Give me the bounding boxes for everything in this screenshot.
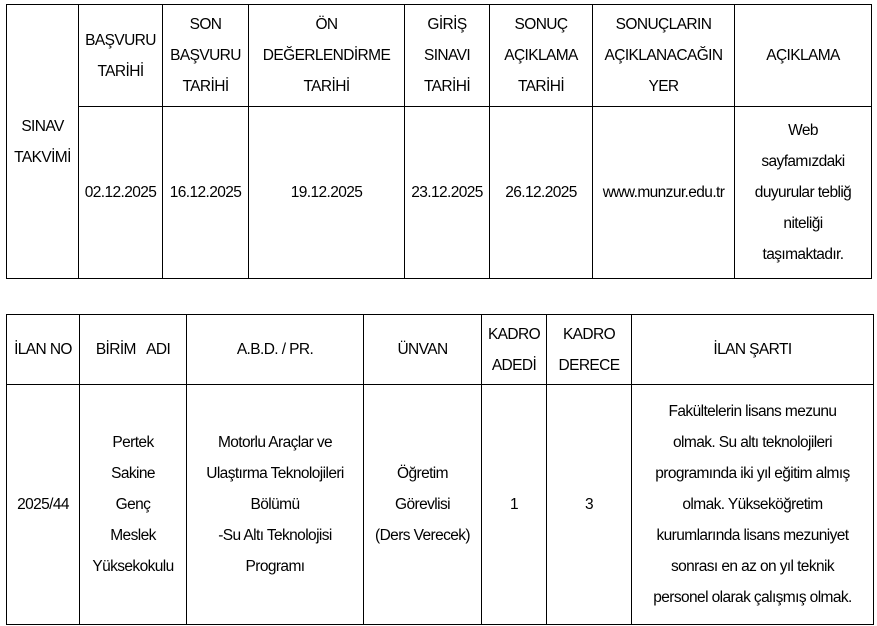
result-announcement-date: 26.12.2025	[490, 107, 593, 279]
schedule-row-label: SINAV TAKVİMİ	[7, 5, 79, 279]
header-posting-no: İLAN NO	[7, 315, 80, 385]
department-program: Motorlu Araçlar ve Ulaştırma Teknolojileri Bölümü -Su Altı Teknolojisi Programı	[187, 385, 364, 625]
schedule-header-row	[7, 5, 872, 107]
last-application-date: 16.12.2025	[163, 107, 249, 279]
title: Öğretim Görevlisi (Ders Verecek)	[364, 385, 482, 625]
header-title: ÜNVAN	[364, 315, 482, 385]
unit-name: Pertek Sakine Genç Meslek Yüksekokulu	[80, 385, 187, 625]
posting-row	[7, 385, 874, 625]
header-result-announcement-place: SONUÇLARIN AÇIKLANACAĞIN YER	[593, 5, 735, 107]
header-entrance-exam-date: GİRİŞ SINAVI TARİHİ	[405, 5, 490, 107]
position-count: 1	[482, 385, 547, 625]
header-last-application-date: SON BAŞVURU TARİHİ	[163, 5, 249, 107]
application-date: 02.12.2025	[79, 107, 163, 279]
header-position-grade: KADRO DERECE	[547, 315, 632, 385]
pre-evaluation-date: 19.12.2025	[249, 107, 405, 279]
schedule-values-row	[7, 107, 872, 279]
header-description: AÇIKLAMA	[735, 5, 872, 107]
entrance-exam-date: 23.12.2025	[405, 107, 490, 279]
header-department: A.B.D. / PR.	[187, 315, 364, 385]
header-unit-name: BİRİM ADI	[80, 315, 187, 385]
posting-no: 2025/44	[7, 385, 80, 625]
posting-header-row	[7, 315, 874, 385]
job-posting-table	[6, 314, 874, 625]
header-requirements: İLAN ŞARTI	[632, 315, 874, 385]
header-pre-evaluation-date: ÖN DEĞERLENDİRME TARİHİ	[249, 5, 405, 107]
position-grade: 3	[547, 385, 632, 625]
header-result-announcement-date: SONUÇ AÇIKLAMA TARİHİ	[490, 5, 593, 107]
exam-schedule-table	[6, 4, 872, 279]
requirements-text: Fakültelerin lisans mezunu olmak. Su altı teknolojileri programında iki yıl eğitim almış olmak. Yükseköğretim kurumlarında lisans mezuniyet sonrası en az on yıl teknik personel olarak çalışmış olmak.	[632, 385, 874, 625]
header-position-count: KADRO ADEDİ	[482, 315, 547, 385]
header-application-date: BAŞVURU TARİHİ	[79, 5, 163, 107]
result-announcement-place: www.munzur.edu.tr	[593, 107, 735, 279]
description-text: Web sayfamızdaki duyurular tebliğ niteliği taşımaktadır.	[735, 107, 872, 279]
